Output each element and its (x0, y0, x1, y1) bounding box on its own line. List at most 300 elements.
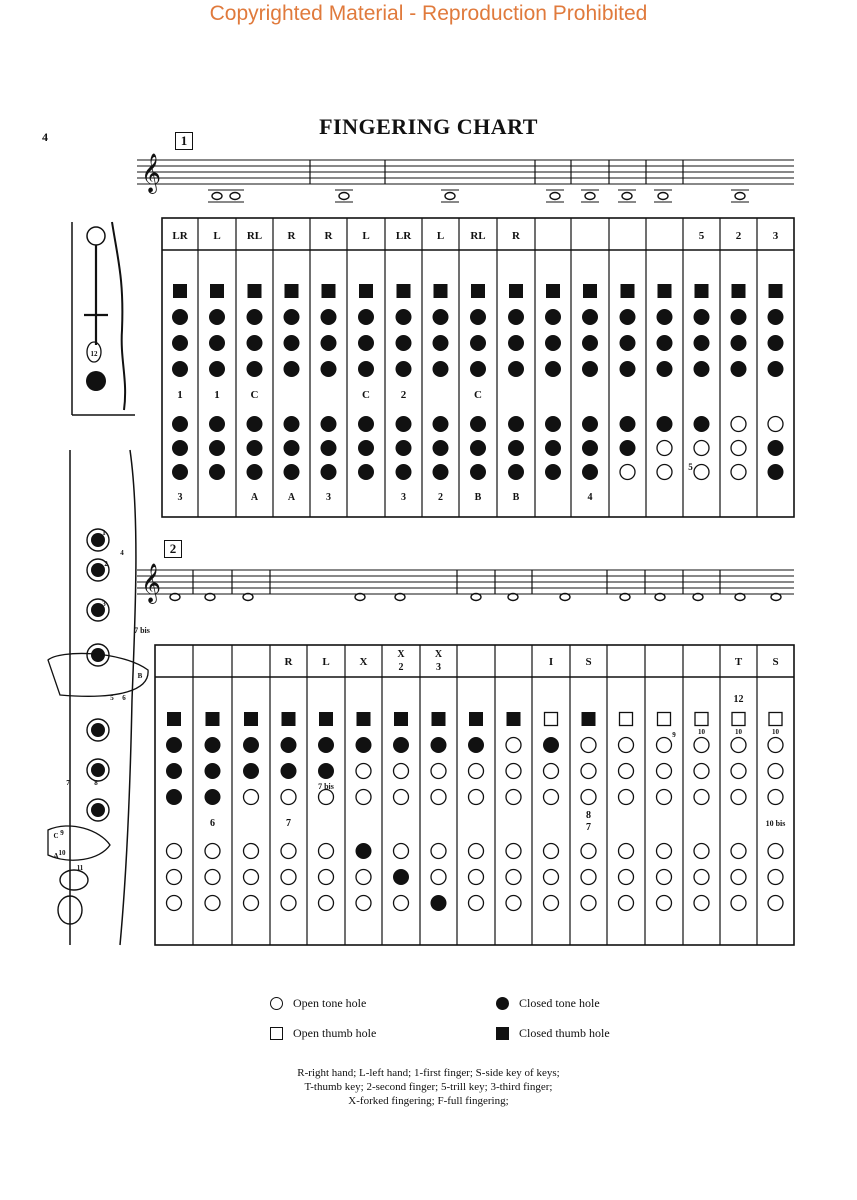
key-number-label: 6 (122, 694, 126, 702)
closed-tone-hole (393, 869, 409, 885)
open-tone-hole (506, 870, 521, 885)
watermark: Copyrighted Material - Reproduction Prohibited (209, 2, 648, 25)
closed-tone-hole (396, 440, 412, 456)
open-tone-hole (694, 738, 709, 753)
note-head (655, 594, 665, 601)
open-hole-icon (270, 997, 283, 1010)
closed-tone-hole (281, 763, 297, 779)
note-head (243, 594, 253, 601)
open-tone-hole (657, 870, 672, 885)
closed-thumb-hole (357, 712, 371, 726)
page-title: FINGERING CHART (319, 114, 538, 139)
note-head (508, 594, 518, 601)
closed-tone-hole (247, 309, 263, 325)
open-tone-hole (281, 844, 296, 859)
open-tone-hole (281, 790, 296, 805)
key-number-label: 10 (58, 849, 66, 857)
finger-annotation: 8 (586, 810, 591, 821)
closed-tone-hole (247, 335, 263, 351)
note-head (395, 594, 405, 601)
closed-thumb-hole (206, 712, 220, 726)
hand-label: 3 (436, 662, 441, 673)
open-tone-hole (731, 870, 746, 885)
closed-tone-hole (172, 440, 188, 456)
closed-tone-hole (433, 440, 449, 456)
closed-thumb-hole (471, 284, 485, 298)
note-head (622, 193, 632, 200)
closed-tone-hole (768, 335, 784, 351)
closed-tone-hole (166, 763, 182, 779)
closed-tone-hole (396, 361, 412, 377)
open-tone-hole (356, 870, 371, 885)
open-tone-hole (768, 896, 783, 911)
open-tone-hole (281, 896, 296, 911)
closed-thumb-hole (248, 284, 262, 298)
closed-tone-hole (508, 440, 524, 456)
key-annotation: 12 (733, 694, 744, 705)
section-2-number: 2 (164, 540, 182, 558)
note-head (693, 594, 703, 601)
closed-tone-hole (284, 464, 300, 480)
closed-tone-hole (768, 464, 784, 480)
treble-clef-icon: 𝄞 (141, 563, 162, 603)
open-tone-hole (768, 764, 783, 779)
closed-tone-hole (247, 440, 263, 456)
closed-tone-hole (582, 416, 598, 432)
open-thumb-hole (732, 713, 745, 726)
key-annotation: B (474, 492, 482, 503)
note-head (170, 594, 180, 601)
closed-tone-hole (284, 361, 300, 377)
open-tone-hole (356, 764, 371, 779)
open-tone-hole (544, 870, 559, 885)
closed-tone-hole (545, 440, 561, 456)
note-head (339, 193, 349, 200)
open-tone-hole (506, 844, 521, 859)
open-tone-hole (694, 441, 709, 456)
open-tone-hole (431, 844, 446, 859)
closed-tone-hole (172, 361, 188, 377)
closed-tone-hole (582, 464, 598, 480)
legend-open-tone-hole: Open tone hole (270, 996, 366, 1011)
closed-tone-hole (205, 789, 221, 805)
finger-annotation: 6 (210, 818, 215, 829)
closed-thumb-hole (732, 284, 746, 298)
key-number-label: 11 (76, 864, 84, 872)
open-tone-hole (544, 896, 559, 911)
thumb-hole-icon (86, 371, 106, 391)
clarinet-body-drawing (48, 450, 150, 945)
closed-thumb-hole (173, 284, 187, 298)
key-number-label: 12 (90, 350, 98, 358)
key-number-label: B (137, 672, 143, 680)
closed-tone-hole (209, 464, 225, 480)
open-tone-hole (619, 764, 634, 779)
key-number-label: 4 (120, 549, 124, 557)
open-tone-hole (581, 764, 596, 779)
body-tone-hole (91, 563, 105, 577)
closed-tone-hole (731, 335, 747, 351)
thumb-key-annotation: 10 (735, 728, 742, 736)
finger-annotation: C (474, 389, 482, 401)
closed-tone-hole (393, 737, 409, 753)
hand-label: R (512, 230, 520, 242)
open-thumb-hole (658, 713, 671, 726)
closed-tone-hole (620, 416, 636, 432)
open-tone-hole (319, 790, 334, 805)
open-tone-hole (694, 790, 709, 805)
abbreviation-line: T-thumb key; 2-second finger; 5-trill key; 3-third finger; (304, 1081, 553, 1093)
open-tone-hole (506, 764, 521, 779)
hand-label: LR (172, 230, 188, 242)
hand-label: L (436, 230, 445, 242)
open-tone-hole (469, 896, 484, 911)
closed-tone-hole (247, 464, 263, 480)
open-thumb-icon (270, 1027, 283, 1040)
closed-tone-hole (321, 361, 337, 377)
clarinet-upper-joint-drawing (72, 222, 135, 415)
closed-tone-hole (470, 309, 486, 325)
hand-label: T (734, 656, 743, 668)
open-tone-hole (244, 870, 259, 885)
closed-tone-hole (321, 309, 337, 325)
closed-thumb-hole (582, 712, 596, 726)
closed-tone-hole (209, 440, 225, 456)
finger-annotation: 2 (400, 389, 407, 401)
key-annotation: A (250, 492, 259, 503)
body-tone-hole (91, 803, 105, 817)
open-tone-hole (731, 417, 746, 432)
open-tone-hole (768, 870, 783, 885)
open-tone-hole (768, 790, 783, 805)
open-tone-hole (205, 844, 220, 859)
open-tone-hole (205, 896, 220, 911)
closed-thumb-hole (432, 712, 446, 726)
open-tone-hole (244, 896, 259, 911)
closed-tone-hole (508, 464, 524, 480)
closed-tone-hole (243, 763, 259, 779)
closed-tone-hole (358, 416, 374, 432)
finger-annotation: C (362, 389, 370, 401)
closed-tone-hole (205, 737, 221, 753)
closed-tone-hole (284, 309, 300, 325)
legend-closed-thumb-hole: Closed thumb hole (496, 1026, 610, 1041)
closed-tone-hole (657, 361, 673, 377)
open-tone-hole (394, 844, 409, 859)
hand-label: R (284, 656, 293, 668)
finger-annotation: 1 (177, 389, 183, 401)
key-rod (112, 222, 125, 410)
open-tone-hole (167, 844, 182, 859)
closed-tone-hole (358, 464, 374, 480)
key-lever (84, 245, 108, 345)
open-tone-hole (281, 870, 296, 885)
closed-tone-hole (209, 361, 225, 377)
open-tone-hole (657, 441, 672, 456)
closed-tone-hole (545, 416, 561, 432)
open-tone-hole (319, 844, 334, 859)
open-tone-hole (469, 870, 484, 885)
closed-thumb-hole (469, 712, 483, 726)
open-thumb-hole (545, 713, 558, 726)
closed-thumb-hole (244, 712, 258, 726)
open-tone-hole (768, 417, 783, 432)
closed-tone-hole (620, 361, 636, 377)
note-head (230, 193, 240, 200)
open-tone-hole (544, 764, 559, 779)
note-head (205, 594, 215, 601)
closed-tone-hole (358, 335, 374, 351)
open-tone-hole (694, 764, 709, 779)
staff-section-2 (137, 563, 794, 604)
closed-tone-hole (508, 416, 524, 432)
open-tone-hole (469, 790, 484, 805)
body-tone-hole (91, 763, 105, 777)
key-annotation: 2 (438, 492, 443, 503)
open-tone-hole (167, 870, 182, 885)
closed-tone-hole (470, 361, 486, 377)
hand-label: 2 (735, 230, 742, 242)
open-tone-hole (394, 896, 409, 911)
legend (270, 996, 690, 1046)
closed-tone-hole (545, 309, 561, 325)
key-annotation: A (287, 492, 296, 503)
closed-tone-hole (731, 361, 747, 377)
open-tone-hole (581, 844, 596, 859)
open-tone-hole (619, 896, 634, 911)
open-tone-hole (731, 738, 746, 753)
closed-tone-hole (431, 895, 447, 911)
closed-tone-hole (396, 464, 412, 480)
note-head (212, 193, 222, 200)
closed-tone-hole (620, 335, 636, 351)
note-head (550, 193, 560, 200)
closed-tone-hole (396, 335, 412, 351)
open-tone-hole (356, 790, 371, 805)
register-key (87, 227, 105, 245)
closed-tone-hole (321, 416, 337, 432)
closed-tone-hole (433, 464, 449, 480)
fingering-grid-section-2 (155, 645, 794, 945)
key-number-label: 7 (66, 779, 70, 787)
closed-thumb-hole (397, 284, 411, 298)
open-tone-hole (657, 790, 672, 805)
closed-thumb-hole (695, 284, 709, 298)
open-tone-hole (356, 896, 371, 911)
open-tone-hole (581, 896, 596, 911)
closed-tone-hole (582, 440, 598, 456)
note-head (771, 594, 781, 601)
closed-tone-hole (318, 763, 334, 779)
open-tone-hole (167, 896, 182, 911)
finger-annotation: C (250, 389, 259, 401)
open-tone-hole (244, 790, 259, 805)
closed-tone-hole (396, 309, 412, 325)
closed-tone-hole (243, 737, 259, 753)
open-tone-hole (768, 738, 783, 753)
closed-thumb-hole (282, 712, 296, 726)
closed-thumb-hole (167, 712, 181, 726)
closed-tone-hole (205, 763, 221, 779)
hand-label: X (397, 649, 405, 660)
closed-tone-hole (582, 335, 598, 351)
closed-thumb-hole (658, 284, 672, 298)
closed-tone-hole (433, 335, 449, 351)
closed-tone-hole (396, 416, 412, 432)
open-tone-hole (506, 896, 521, 911)
closed-tone-hole (358, 440, 374, 456)
open-tone-hole (657, 465, 672, 480)
closed-tone-hole (470, 464, 486, 480)
closed-tone-hole (694, 361, 710, 377)
open-thumb-hole (695, 713, 708, 726)
open-tone-hole (319, 896, 334, 911)
key-annotation: 4 (587, 492, 593, 503)
closed-thumb-hole (434, 284, 448, 298)
key-annotation: 3 (177, 492, 183, 503)
open-tone-hole (768, 844, 783, 859)
closed-thumb-hole (210, 284, 224, 298)
hand-label: L (362, 230, 370, 242)
closed-tone-hole (620, 440, 636, 456)
note-head (585, 193, 595, 200)
closed-tone-hole (281, 737, 297, 753)
closed-tone-hole (657, 309, 673, 325)
open-tone-hole (431, 764, 446, 779)
hand-label: R (324, 230, 333, 242)
hand-label: I (548, 656, 554, 668)
key-number-label: 2 (104, 560, 108, 568)
hand-label: X (434, 649, 443, 660)
note-head (355, 594, 365, 601)
open-tone-hole (619, 790, 634, 805)
closed-tone-hole (694, 335, 710, 351)
closed-tone-hole (508, 309, 524, 325)
note-head (445, 193, 455, 200)
fingering-grid-section-1 (162, 218, 794, 517)
hand-label: 3 (772, 230, 779, 242)
closed-tone-hole (209, 309, 225, 325)
closed-tone-hole (166, 789, 182, 805)
thumb-key-annotation: 9 (672, 731, 676, 739)
open-tone-hole (469, 844, 484, 859)
open-tone-hole (657, 738, 672, 753)
open-tone-hole (657, 764, 672, 779)
key-number-label: C (53, 832, 59, 840)
closed-tone-hole (284, 440, 300, 456)
closed-tone-hole (172, 464, 188, 480)
open-tone-hole (506, 738, 521, 753)
key-annotation: 3 (401, 492, 406, 503)
open-tone-hole (506, 790, 521, 805)
key-number-label: 5 (110, 694, 114, 702)
hand-label: S (772, 656, 779, 668)
closed-tone-hole (468, 737, 484, 753)
finger-annotation: 10 bis (765, 819, 786, 828)
closed-hole-icon (496, 997, 509, 1010)
open-thumb-hole (769, 713, 782, 726)
closed-tone-hole (172, 309, 188, 325)
closed-tone-hole (358, 309, 374, 325)
closed-tone-hole (431, 737, 447, 753)
open-tone-hole (431, 790, 446, 805)
open-tone-hole (731, 465, 746, 480)
closed-tone-hole (582, 361, 598, 377)
open-thumb-hole (620, 713, 633, 726)
key-number-label: A (53, 852, 59, 860)
closed-tone-hole (172, 335, 188, 351)
note-head (471, 594, 481, 601)
hand-label: R (287, 230, 296, 242)
open-tone-hole (581, 738, 596, 753)
closed-tone-hole (582, 309, 598, 325)
abbreviation-key (0, 1066, 857, 1108)
closed-thumb-hole (319, 712, 333, 726)
open-tone-hole (731, 844, 746, 859)
closed-tone-hole (545, 361, 561, 377)
closed-thumb-hole (359, 284, 373, 298)
hand-label: S (585, 656, 592, 668)
open-tone-hole (694, 870, 709, 885)
closed-tone-hole (545, 335, 561, 351)
open-tone-hole (394, 764, 409, 779)
treble-clef-icon: 𝄞 (141, 153, 162, 193)
closed-tone-hole (433, 361, 449, 377)
page-number: 4 (42, 130, 48, 144)
closed-tone-hole (508, 361, 524, 377)
key-number-label: 8 (94, 779, 98, 787)
abbreviation-line: X-forked fingering; F-full fingering; (348, 1095, 509, 1107)
hand-label: L (322, 656, 330, 668)
closed-thumb-hole (322, 284, 336, 298)
closed-tone-hole (209, 335, 225, 351)
closed-tone-hole (694, 309, 710, 325)
closed-tone-hole (172, 416, 188, 432)
open-tone-hole (731, 896, 746, 911)
hand-label: 2 (398, 662, 404, 673)
closed-tone-hole (321, 440, 337, 456)
staff-section-1 (137, 153, 794, 202)
closed-thumb-hole (394, 712, 408, 726)
section-1-number: 1 (175, 132, 193, 150)
open-tone-hole (581, 870, 596, 885)
legend-open-thumb-hole: Open thumb hole (270, 1026, 376, 1041)
note-head (620, 594, 630, 601)
open-tone-hole (469, 764, 484, 779)
closed-thumb-hole (509, 284, 523, 298)
closed-tone-hole (356, 737, 372, 753)
open-tone-hole (205, 870, 220, 885)
open-tone-hole (620, 465, 635, 480)
body-tone-hole (91, 723, 105, 737)
key-annotation: B (512, 492, 520, 503)
closed-tone-hole (620, 309, 636, 325)
hand-label: 5 (698, 230, 705, 242)
hand-label: LR (395, 230, 412, 242)
closed-thumb-hole (621, 284, 635, 298)
open-tone-hole (619, 870, 634, 885)
closed-tone-hole (768, 440, 784, 456)
open-tone-hole (544, 844, 559, 859)
finger-annotation: 7 (286, 818, 291, 829)
note-head (658, 193, 668, 200)
closed-tone-hole (433, 309, 449, 325)
key-number-label: 7 bis (134, 626, 150, 635)
open-tone-hole (694, 896, 709, 911)
thumb-key-annotation: 10 (698, 728, 705, 736)
open-tone-hole (731, 441, 746, 456)
closed-tone-hole (657, 335, 673, 351)
